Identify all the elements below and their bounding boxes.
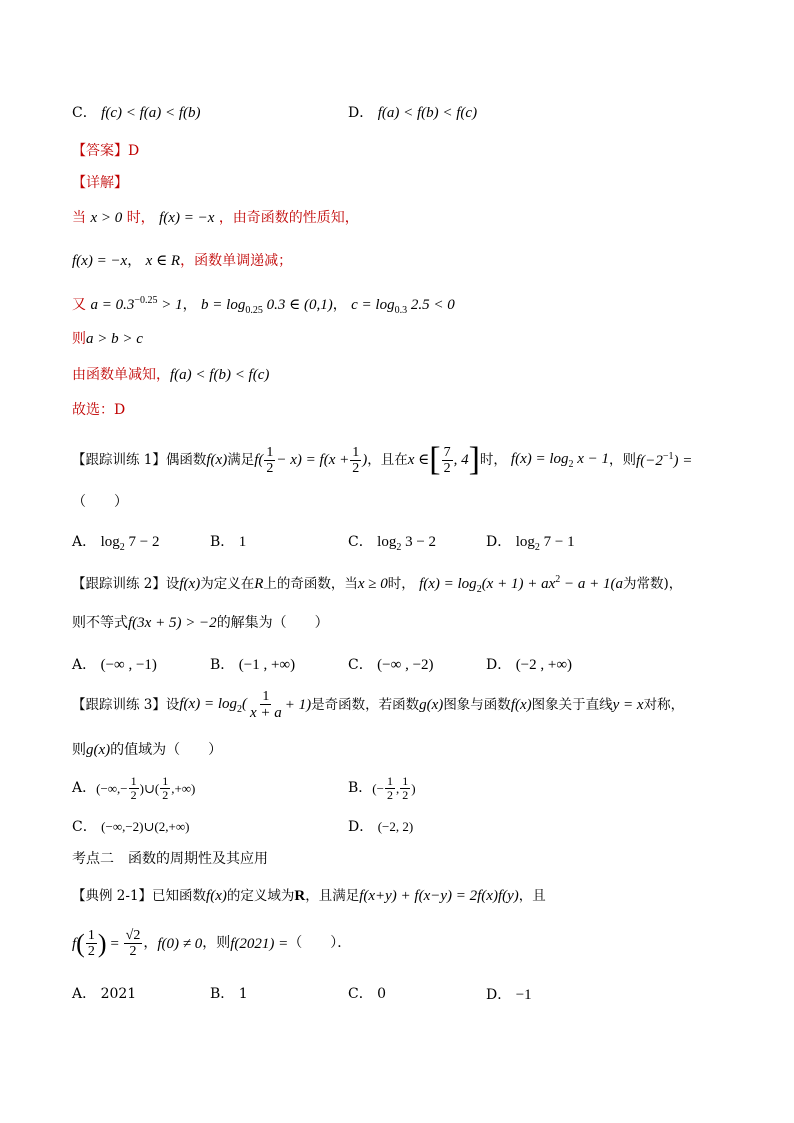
text: 的值域为（ ） bbox=[110, 742, 223, 758]
math: 2.5 < 0 bbox=[407, 297, 455, 313]
text: 又 bbox=[72, 297, 86, 313]
denominator: 2 bbox=[87, 944, 95, 960]
right-paren: ) bbox=[97, 929, 107, 959]
math: a = 0.3 bbox=[90, 297, 135, 313]
log-base: 2 bbox=[534, 542, 540, 553]
text: 由函数单减知， bbox=[72, 367, 170, 383]
denominator: 2 bbox=[129, 944, 137, 960]
step-2 bbox=[72, 252, 292, 270]
denominator: 2 bbox=[402, 788, 409, 803]
numerator: 1 bbox=[352, 444, 360, 460]
math: c = log bbox=[351, 297, 395, 313]
math: )∪( bbox=[139, 780, 160, 796]
ex-option-c bbox=[348, 986, 386, 1003]
fraction-half bbox=[264, 445, 275, 477]
option-label: A． bbox=[72, 534, 97, 550]
exponent: −1 bbox=[662, 450, 674, 462]
option-label: B． bbox=[348, 780, 373, 797]
math: f(x) bbox=[206, 888, 227, 904]
ex-option-d bbox=[486, 986, 532, 1004]
math: x ≥ 0 bbox=[357, 576, 388, 592]
math: (x + 1) + ax bbox=[481, 576, 556, 592]
log-base: 0.3 bbox=[394, 305, 408, 316]
option-value: 2021 bbox=[100, 986, 137, 1002]
t3-option-a bbox=[72, 775, 195, 802]
text: ，且 bbox=[518, 888, 546, 904]
text: 满足 bbox=[227, 452, 255, 469]
math: (−∞ , −1) bbox=[100, 657, 157, 673]
detail-heading bbox=[72, 175, 128, 192]
numerator: 1 bbox=[162, 774, 169, 788]
text: ，且在 bbox=[367, 452, 408, 469]
option-label: D． bbox=[486, 987, 512, 1003]
math: + 1) bbox=[284, 697, 312, 714]
denominator: 2 bbox=[386, 788, 393, 803]
text: （ ） bbox=[72, 494, 128, 510]
step-5 bbox=[72, 366, 269, 384]
exponent: 2 bbox=[555, 574, 561, 585]
t2-option-d bbox=[486, 656, 572, 674]
text: 时， bbox=[387, 576, 415, 592]
numerator: 1 bbox=[386, 774, 393, 788]
training-label: 【跟踪训练 3】 bbox=[72, 697, 166, 714]
math: (−1 , +∞) bbox=[238, 657, 296, 673]
math: 7 − 1 bbox=[539, 534, 575, 550]
text: ， bbox=[332, 297, 347, 313]
option-value: 1 bbox=[238, 986, 248, 1002]
answer-value: D bbox=[128, 143, 140, 159]
math: log bbox=[515, 534, 535, 550]
math: (−∞ , −2) bbox=[377, 657, 434, 673]
numerator: 7 bbox=[443, 444, 451, 460]
text: 的解集为（ ） bbox=[216, 615, 329, 631]
math: 3 − 2 bbox=[401, 534, 437, 550]
math: (−2, 2) bbox=[377, 819, 414, 834]
text: 则 bbox=[72, 742, 86, 758]
text: 偶函数 bbox=[165, 452, 207, 469]
numerator: √2 bbox=[125, 928, 141, 943]
math: ,+∞) bbox=[171, 780, 196, 796]
text: 已知函数 bbox=[152, 888, 207, 904]
math: g(x) bbox=[86, 742, 111, 758]
denominator: 2 bbox=[266, 460, 274, 476]
numerator: 1 bbox=[87, 928, 95, 943]
t3-option-c bbox=[72, 819, 189, 836]
training-label: 【跟踪训练 2】 bbox=[72, 576, 166, 592]
step-3 bbox=[72, 295, 455, 317]
math: ( bbox=[242, 695, 247, 712]
math: R bbox=[294, 888, 306, 904]
t3-option-b bbox=[348, 775, 416, 802]
fraction bbox=[248, 689, 284, 722]
math: − x) = f(x + bbox=[276, 452, 350, 469]
example-question bbox=[72, 887, 546, 905]
t2-option-b bbox=[210, 656, 295, 674]
text: 上的奇函数，当 bbox=[263, 576, 358, 592]
math: f(2021) = bbox=[230, 935, 289, 952]
option-label: D． bbox=[486, 534, 512, 550]
t1-option-b bbox=[210, 533, 246, 551]
option-value: 0 bbox=[377, 986, 387, 1002]
option-label: A． bbox=[72, 657, 97, 673]
log-base: 2 bbox=[396, 542, 402, 553]
math: − a + 1( bbox=[560, 576, 616, 592]
math: , 4 bbox=[453, 452, 469, 469]
training-1-question bbox=[72, 440, 692, 481]
t2-option-a bbox=[72, 656, 157, 674]
text: 时， bbox=[479, 452, 507, 469]
math: f(x) bbox=[510, 697, 532, 714]
math: f(x) = log bbox=[510, 450, 569, 467]
t2-option-c bbox=[348, 656, 434, 674]
math: x ∈ bbox=[407, 452, 430, 469]
math: = bbox=[109, 935, 120, 952]
text: （ ）． bbox=[288, 935, 352, 952]
t1-option-d bbox=[486, 533, 575, 554]
option-label: C． bbox=[348, 986, 373, 1002]
fraction-half bbox=[86, 928, 97, 960]
option-label: A． bbox=[72, 780, 97, 797]
math: log bbox=[100, 534, 120, 550]
math: (−2 , +∞) bbox=[515, 657, 573, 673]
option-label: D． bbox=[348, 105, 374, 121]
option-label: D． bbox=[486, 657, 512, 673]
math: > 1 bbox=[157, 297, 183, 313]
text: 当 bbox=[72, 210, 86, 226]
log-base: 2 bbox=[476, 584, 482, 595]
fraction-sqrt2-over-2 bbox=[124, 928, 143, 960]
fraction-half bbox=[129, 775, 139, 802]
denominator: 2 bbox=[130, 788, 137, 803]
prev-option-d bbox=[348, 104, 477, 122]
step-1 bbox=[72, 209, 359, 227]
detail-label: 【详解】 bbox=[72, 175, 128, 191]
math: ) = bbox=[673, 452, 693, 469]
option-expr: f(a) < f(b) < f(c) bbox=[377, 105, 478, 121]
text: ， bbox=[182, 297, 197, 313]
text: 图象与函数 bbox=[443, 697, 511, 714]
math: f(x) = −x bbox=[159, 210, 215, 226]
math: 1 bbox=[238, 534, 247, 550]
denominator: 2 bbox=[162, 788, 169, 803]
text: 为定义在 bbox=[200, 576, 255, 592]
fraction-half bbox=[385, 775, 395, 802]
math: f(x+y) + f(x−y) = 2f(x)f(y) bbox=[359, 888, 519, 904]
math: x ∈ R bbox=[145, 253, 181, 269]
left-paren: ( bbox=[76, 929, 85, 959]
math: 0.3 ∈ (0,1) bbox=[262, 297, 333, 313]
t1-option-c bbox=[348, 533, 436, 554]
option-label: C． bbox=[72, 105, 97, 121]
exponent: −0.25 bbox=[134, 295, 158, 306]
math: f(−2 bbox=[636, 452, 663, 469]
math: ) bbox=[362, 452, 368, 469]
option-expr: f(c) < f(a) < f(b) bbox=[101, 105, 201, 121]
math: f( bbox=[254, 452, 264, 469]
math: (−∞,− bbox=[96, 780, 128, 796]
log-base: 2 bbox=[237, 703, 242, 715]
math: f(3x + 5) > −2 bbox=[128, 615, 217, 631]
ex-option-a bbox=[72, 986, 136, 1003]
text: ， bbox=[143, 935, 158, 952]
option-label: B． bbox=[210, 534, 235, 550]
numerator: 1 bbox=[402, 774, 409, 788]
training-3-line2 bbox=[72, 741, 222, 759]
option-label: D． bbox=[348, 819, 374, 835]
math: f(x) bbox=[179, 576, 201, 592]
text: ，函数单调递减； bbox=[180, 253, 293, 269]
answer-line bbox=[72, 143, 139, 160]
math: a > b > c bbox=[86, 331, 143, 347]
step-4 bbox=[72, 330, 143, 348]
left-bracket: [ bbox=[429, 441, 441, 478]
log-base: 2 bbox=[119, 542, 125, 553]
math: f(x) = log bbox=[419, 576, 477, 592]
example-line2 bbox=[72, 928, 351, 960]
math: f(0) ≠ 0 bbox=[157, 935, 203, 952]
training-2-question bbox=[72, 574, 682, 596]
math: f(x) = log bbox=[179, 695, 237, 712]
math: f(a) < f(b) < f(c) bbox=[170, 367, 270, 383]
option-label: C． bbox=[72, 819, 97, 835]
log-base: 0.25 bbox=[245, 305, 263, 316]
t3-option-d bbox=[348, 819, 413, 836]
option-label: A． bbox=[72, 986, 97, 1002]
fraction-half bbox=[400, 775, 410, 802]
log-base: 2 bbox=[568, 458, 574, 470]
right-bracket: ] bbox=[468, 441, 480, 478]
text: ， bbox=[127, 253, 142, 269]
answer-label: 【答案】 bbox=[72, 143, 128, 159]
option-value: −1 bbox=[515, 987, 532, 1003]
text: 则不等式 bbox=[72, 615, 128, 631]
text: ，则 bbox=[202, 935, 231, 952]
numerator: 1 bbox=[130, 774, 137, 788]
math: x > 0 bbox=[90, 210, 123, 226]
prev-option-c bbox=[72, 104, 201, 122]
text: 设 bbox=[165, 576, 180, 592]
math: log bbox=[377, 534, 397, 550]
text: ，且满足 bbox=[305, 888, 360, 904]
fraction-half bbox=[350, 445, 361, 477]
math: ) bbox=[411, 780, 416, 796]
fraction-seven-halves bbox=[442, 445, 453, 477]
text: 图象关于直线 bbox=[531, 697, 613, 714]
text: ，则 bbox=[609, 452, 637, 469]
text: ，由奇函数的性质知， bbox=[218, 210, 359, 226]
math: R bbox=[254, 576, 264, 592]
text: 故选：D bbox=[72, 402, 126, 418]
numerator: 1 bbox=[266, 444, 274, 460]
option-label: C． bbox=[348, 657, 373, 673]
text: 对称， bbox=[643, 697, 685, 714]
math: f(x) bbox=[206, 452, 228, 469]
training-2-line2 bbox=[72, 614, 329, 632]
text: 是奇函数，若函数 bbox=[311, 697, 420, 714]
text: 设 bbox=[165, 697, 180, 714]
option-label: B． bbox=[210, 986, 235, 1002]
denominator: 2 bbox=[443, 460, 451, 476]
math: 7 − 2 bbox=[124, 534, 160, 550]
denominator: 2 bbox=[352, 460, 360, 476]
text: 为常数)， bbox=[623, 576, 683, 592]
math: x − 1 bbox=[573, 450, 610, 467]
math: f bbox=[72, 935, 77, 952]
math: (− bbox=[372, 780, 384, 796]
math: b = log bbox=[201, 297, 246, 313]
t1-option-a bbox=[72, 533, 159, 554]
section-heading bbox=[72, 851, 268, 868]
fraction-half bbox=[160, 775, 170, 802]
training-3-question bbox=[72, 689, 684, 722]
training-label: 【跟踪训练 1】 bbox=[72, 452, 166, 469]
numerator: 1 bbox=[262, 689, 270, 704]
step-6 bbox=[72, 402, 125, 419]
option-label: B． bbox=[210, 657, 235, 673]
math: (−∞,−2)∪(2,+∞) bbox=[101, 819, 190, 834]
text: 时， bbox=[126, 210, 155, 226]
example-label: 【典例 2-1】 bbox=[72, 888, 153, 904]
text: 则 bbox=[72, 331, 86, 347]
option-label: C． bbox=[348, 534, 373, 550]
section-title: 考点二 函数的周期性及其应用 bbox=[72, 851, 268, 867]
math: a bbox=[615, 576, 623, 592]
math: , bbox=[395, 780, 400, 796]
text: 的定义域为 bbox=[226, 888, 295, 904]
training-1-blank bbox=[72, 494, 128, 511]
ex-option-b bbox=[210, 986, 248, 1003]
math: y = x bbox=[612, 697, 644, 714]
math: g(x) bbox=[419, 697, 444, 714]
math: f(x) = −x bbox=[72, 253, 128, 269]
denominator: x + a bbox=[250, 705, 282, 722]
